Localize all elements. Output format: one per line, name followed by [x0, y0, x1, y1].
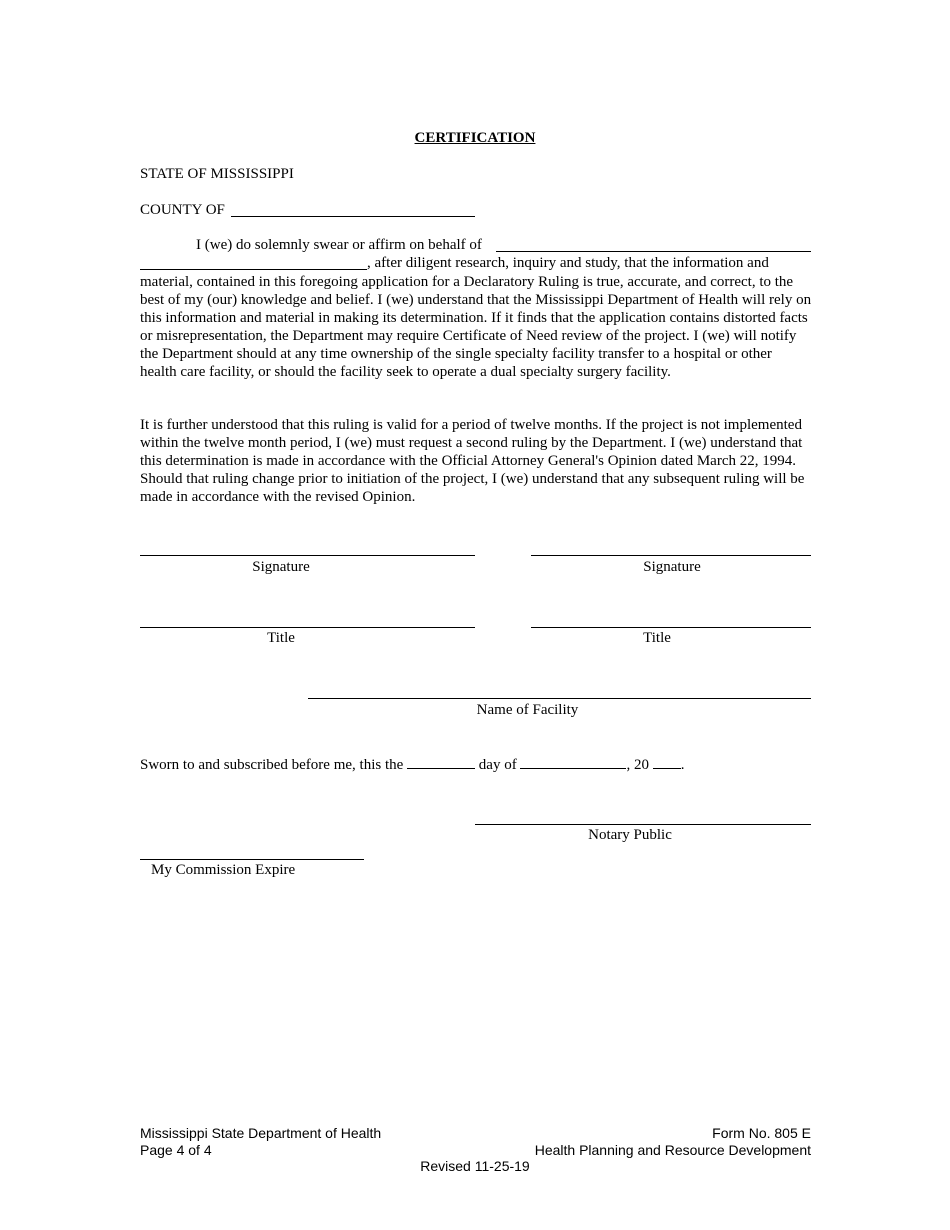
county-field[interactable] — [231, 216, 475, 217]
footer-division: Health Planning and Resource Development — [534, 1142, 811, 1158]
facility-label: Name of Facility — [476, 702, 579, 718]
behalf-of-field-continued[interactable] — [140, 269, 367, 270]
sworn-year-prefix: , 20 — [626, 757, 649, 773]
month-field[interactable] — [520, 755, 626, 769]
sworn-statement — [140, 755, 684, 774]
footer-form-number: Form No. 805 E — [712, 1125, 811, 1141]
day-field[interactable] — [407, 755, 475, 769]
page-title: CERTIFICATION — [414, 130, 536, 146]
commission-label: My Commission Expire — [151, 862, 296, 878]
signature-label-right: Signature — [643, 559, 701, 575]
state-label: STATE OF MISSISSIPPI — [140, 166, 294, 182]
sworn-day-of: day of — [478, 757, 517, 773]
behalf-of-field[interactable] — [496, 251, 811, 252]
footer-left — [140, 1125, 381, 1159]
sworn-prefix: Sworn to and subscribed before me, this the — [140, 757, 404, 773]
notary-label: Notary Public — [588, 827, 672, 843]
footer-right — [535, 1125, 811, 1159]
county-label: COUNTY OF — [140, 202, 225, 218]
signature-line-left[interactable] — [140, 555, 475, 556]
signature-label-left: Signature — [252, 559, 310, 575]
title-label-left: Title — [267, 630, 295, 646]
oath-line2: , after diligent research, inquiry and study, that the information and — [367, 255, 769, 271]
notary-line[interactable] — [475, 824, 811, 825]
title-label-right: Title — [643, 630, 671, 646]
signature-line-right[interactable] — [531, 555, 811, 556]
validity-paragraph: It is further understood that this ruling is valid for a period of twelve months. If the project is not implemented within the twelve month period, I (we) must request a second ruling by the Department. I (we) understand that this determination is made in accordance with the Official Attorney General's Opinion dated March 22, 1994. Should that ruling change prior to initiation of the project, I (we) understand that any subsequent ruling will be made in accordance with the revised Opinion. — [140, 417, 805, 505]
title-line-right[interactable] — [531, 627, 811, 628]
title-line-left[interactable] — [140, 627, 475, 628]
footer-page-number: Page 4 of 4 — [140, 1142, 212, 1158]
year-field[interactable] — [653, 755, 681, 769]
footer-department: Mississippi State Department of Health — [140, 1125, 382, 1141]
oath-body: material, contained in this foregoing application for a Declaratory Ruling is true, accurate, and correct, to the best of my (our) knowledge and belief. I (we) understand that the Mississippi Department of Health will rely on this information and material in making its determination. If it finds that the application contains distorted facts or misrepresentation, the Department may require Certificate of Need review of the project. I (we) will notify the Department should at any time ownership of the single specialty facility transfer to a hospital or other health care facility, or should the facility seek to operate a dual specialty surgery facility. — [140, 274, 812, 380]
sworn-suffix: . — [680, 757, 685, 773]
oath-intro: I (we) do solemnly swear or affirm on behalf of — [196, 237, 482, 253]
footer-revised: Revised 11-25-19 — [420, 1158, 530, 1174]
commission-line[interactable] — [140, 859, 364, 860]
facility-line[interactable] — [308, 698, 811, 699]
